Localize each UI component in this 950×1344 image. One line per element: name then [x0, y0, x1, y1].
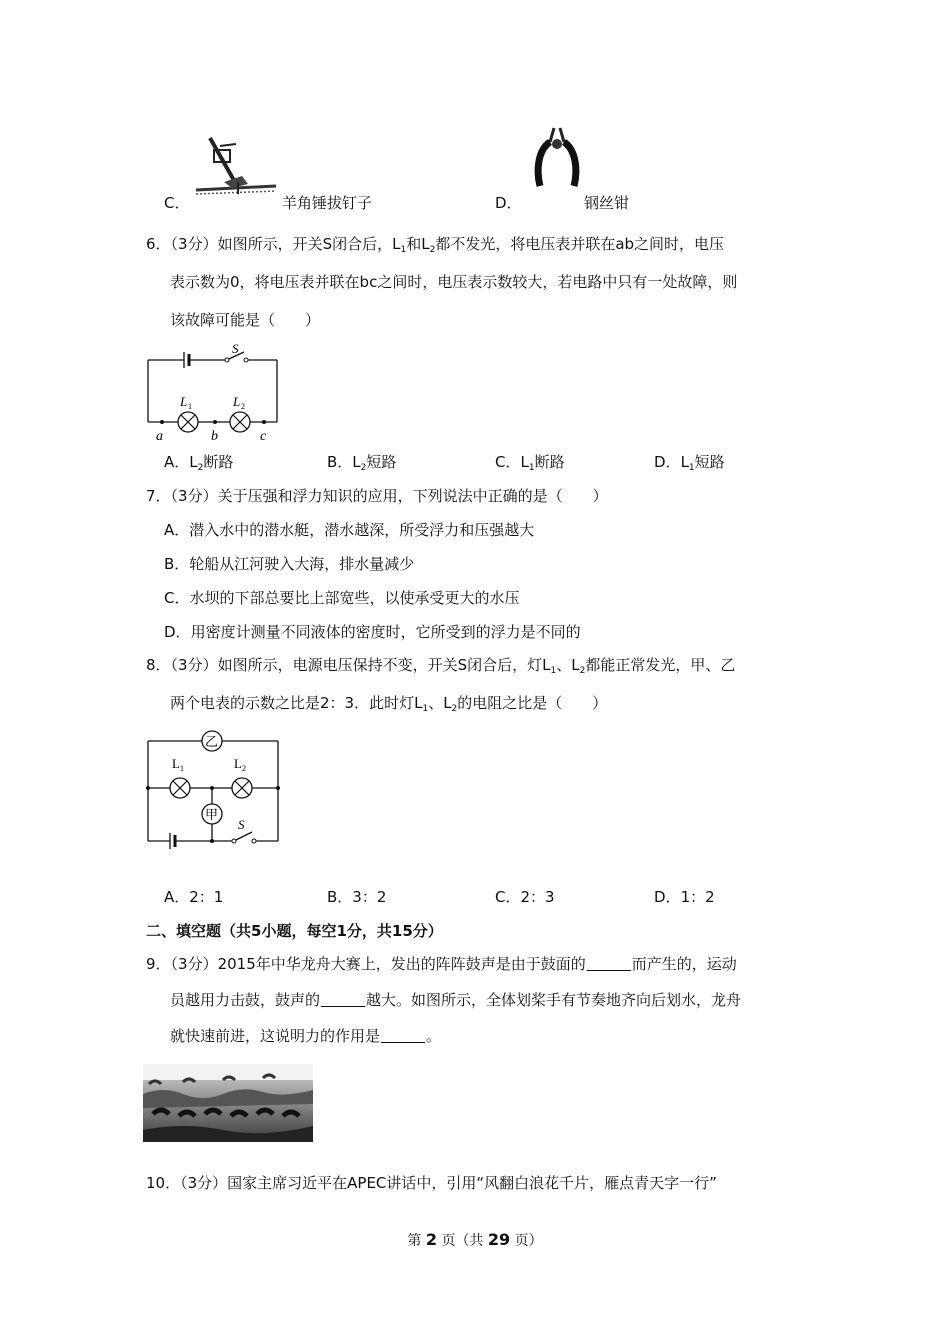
meter-jia-label: 甲: [205, 808, 219, 823]
q6-circuit-diagram: [140, 340, 290, 446]
hammer-pulling-nail-image: [192, 134, 278, 200]
q8-option-c: [495, 886, 555, 907]
option-text: 短路: [366, 453, 397, 471]
question-score: （3分）: [170, 487, 218, 505]
q5-option-c-text: 羊角锤拔钉子: [282, 194, 373, 212]
option-text: 2：3: [520, 888, 555, 906]
q5-option-d: [495, 192, 522, 213]
footer-text: 第: [407, 1233, 422, 1249]
q7-option-c: [164, 587, 520, 608]
q8-text-2a: 两个电表的示数之比是2：3．此时灯L: [170, 694, 423, 712]
l2-label: L: [233, 394, 241, 409]
option-label: C．: [495, 453, 521, 471]
option-text: 2：1: [189, 888, 224, 906]
q8-circuit-diagram: [142, 726, 286, 856]
option-label: D．: [495, 194, 522, 212]
q8-text-2b: 、L: [428, 694, 452, 712]
q8-text-1a: 如图所示，电源电压保持不变，开关S闭合后，灯L: [217, 656, 551, 674]
q8-option-d: [654, 886, 715, 907]
question-9: [146, 954, 826, 1054]
option-text: 短路: [694, 453, 725, 471]
switch-label: S: [238, 817, 245, 832]
l1-label: L: [180, 394, 188, 409]
option-label: D．: [654, 888, 681, 906]
q8-text-1c: 都能正常发光，甲、乙: [585, 656, 736, 674]
l1-label: L: [172, 756, 180, 771]
option-text: L: [680, 453, 689, 471]
question-number: 9．: [146, 955, 171, 973]
q7-option-b: [164, 553, 414, 574]
subscript: 1: [528, 463, 535, 473]
question-score: （3分）: [170, 235, 218, 253]
question-6: [146, 234, 826, 334]
q8-option-b: [327, 886, 386, 907]
q9-text-2a: 员越用力击鼓，鼓声的: [170, 991, 321, 1009]
page-footer: [0, 1230, 950, 1250]
option-text: 1：2: [680, 888, 715, 906]
option-label: B．: [164, 555, 190, 573]
option-text: L: [352, 453, 361, 471]
option-text: 用密度计测量不同液体的密度时，它所受到的浮力是不同的: [190, 623, 581, 641]
option-label: D．: [654, 453, 681, 471]
point-b: b: [211, 429, 218, 444]
subscript: 1: [422, 704, 429, 714]
total-pages: 29: [487, 1230, 511, 1249]
option-text: 潜入水中的潜水艇，潜水越深，所受浮力和压强越大: [189, 521, 535, 539]
question-number: 7．: [146, 487, 171, 505]
q6-text-1c: 都不发光，将电压表并联在ab之间时，电压: [435, 235, 725, 253]
meter-yi-label: 乙: [205, 735, 219, 750]
option-text: 3：2: [352, 888, 387, 906]
option-text: 水坝的下部总要比上部宽些，以使承受更大的水压: [189, 589, 520, 607]
l1-sub: 1: [188, 402, 192, 411]
subscript: 2: [360, 463, 367, 473]
question-score: （3分）: [180, 1174, 228, 1192]
switch-label: S: [232, 341, 239, 356]
q8-option-a: [164, 886, 223, 907]
q7-option-a: [164, 519, 534, 540]
q9-text-2b: 越大。如图所示，全体划桨手有节奏地齐向后划水，龙舟: [366, 991, 742, 1009]
question-stem: 关于压强和浮力知识的应用，下列说法中正确的是（ ）: [217, 487, 608, 505]
subscript: 1: [550, 666, 557, 676]
q8-text-2c: 的电阻之比是（ ）: [457, 694, 608, 712]
footer-text: 页）: [514, 1233, 543, 1249]
q6-text-2: 表示数为0，将电压表并联在bc之间时，电压表示数较大，若电路中只有一处故障，则: [170, 273, 738, 291]
question-number: 6．: [146, 235, 171, 253]
question-7: [146, 485, 608, 506]
option-label: C．: [164, 589, 190, 607]
l1-sub: 1: [180, 764, 184, 773]
option-label: C．: [164, 194, 190, 212]
q6-text-1: 如图所示，开关S闭合后，L: [217, 235, 401, 253]
q6-option-a: [164, 451, 233, 473]
subscript: 2: [451, 704, 458, 714]
subscript: 1: [400, 245, 407, 255]
point-a: a: [156, 429, 163, 444]
q9-text-3a: 就快速前进，这说明力的作用是: [170, 1027, 381, 1045]
option-label: A．: [164, 888, 190, 906]
answer-blank[interactable]: [381, 1028, 425, 1043]
question-10: [146, 1172, 717, 1193]
l2-sub: 2: [242, 764, 246, 773]
q6-text-1b: 和L: [406, 235, 430, 253]
q6-text-3: 该故障可能是（ ）: [170, 311, 321, 329]
option-text: L: [520, 453, 529, 471]
q6-option-d: [654, 451, 725, 473]
option-text: 断路: [534, 453, 565, 471]
subscript: 2: [579, 666, 586, 676]
page-number: 2: [425, 1230, 437, 1249]
question-number: 8．: [146, 656, 171, 674]
question-8: [146, 655, 826, 715]
question-number: 10．: [146, 1174, 181, 1192]
dragon-boat-photo: [143, 1064, 313, 1142]
option-text: 轮船从江河驶入大海，排水量减少: [189, 555, 415, 573]
q9-text-1b: 而产生的，运动: [631, 955, 737, 973]
q9-text-1a: 2015年中华龙舟大赛上，发出的阵阵鼓声是由于鼓面的: [217, 955, 586, 973]
q5-option-d-text: 钢丝钳: [584, 194, 630, 212]
question-stem: 国家主席习近平在APEC讲话中，引用“风翻白浪花千片，雁点青天字一行”: [227, 1174, 717, 1192]
option-label: B．: [327, 888, 353, 906]
question-score: （3分）: [170, 656, 218, 674]
footer-text: 页（共: [441, 1233, 484, 1249]
option-label: D．: [164, 623, 191, 641]
option-label: B．: [327, 453, 353, 471]
l2-sub: 2: [241, 402, 245, 411]
q5-option-c: [164, 192, 189, 213]
option-text: 断路: [203, 453, 234, 471]
answer-blank[interactable]: [321, 992, 365, 1007]
pliers-image: [532, 124, 582, 192]
q9-text-3b: 。: [426, 1027, 442, 1045]
option-label: A．: [164, 521, 190, 539]
section-heading: 二、填空题（共5小题，每空1分，共15分）: [146, 922, 443, 940]
q6-option-b: [327, 451, 396, 473]
subscript: 2: [197, 463, 204, 473]
subscript: 1: [688, 463, 695, 473]
question-score: （3分）: [170, 955, 218, 973]
q7-option-d: [164, 621, 581, 642]
point-c: c: [260, 429, 267, 444]
answer-blank[interactable]: [587, 956, 631, 971]
subscript: 2: [429, 245, 436, 255]
q8-text-1b: 、L: [556, 656, 580, 674]
option-text: L: [189, 453, 198, 471]
l2-label: L: [234, 756, 242, 771]
option-label: A．: [164, 453, 190, 471]
q6-option-c: [495, 451, 565, 473]
option-label: C．: [495, 888, 521, 906]
